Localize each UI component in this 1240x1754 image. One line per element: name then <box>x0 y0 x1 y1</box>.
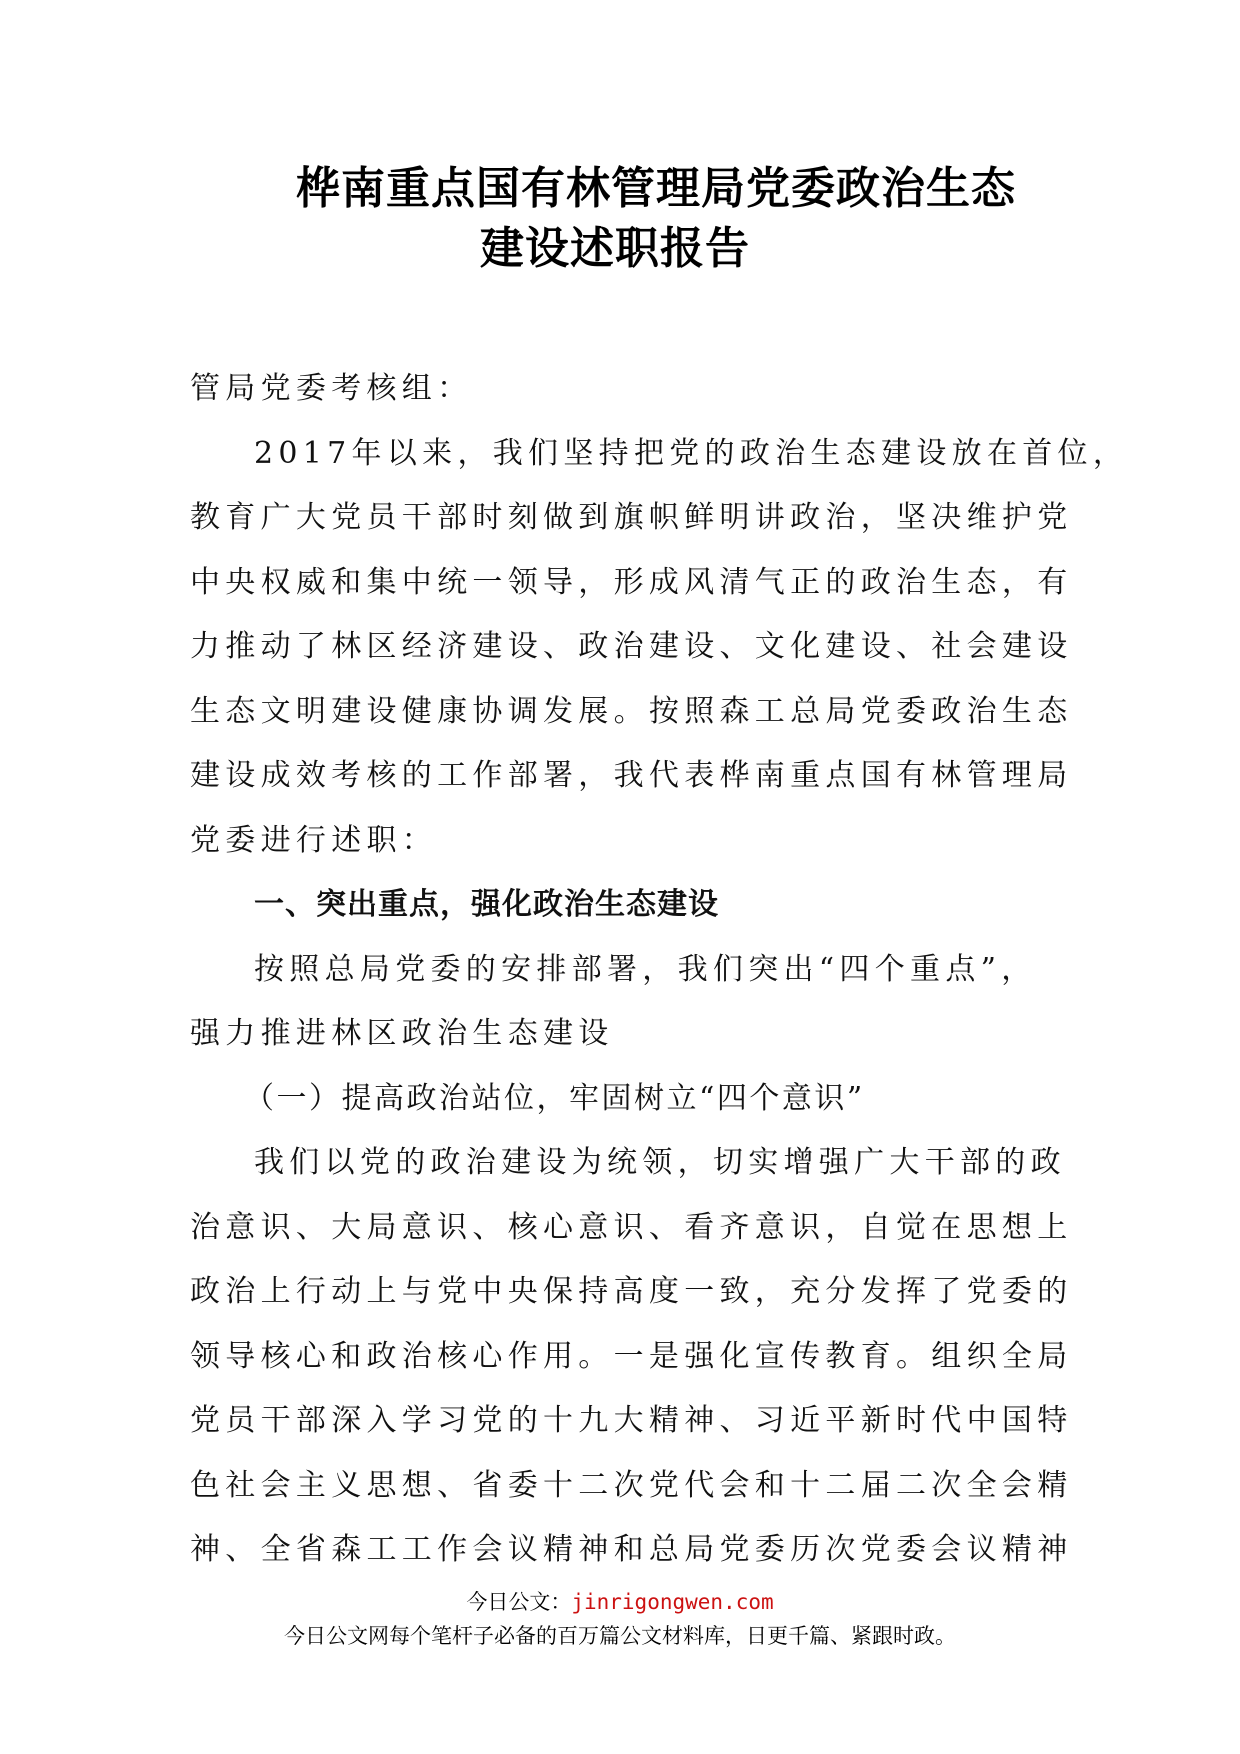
intro-line: 生态文明建设健康协调发展。按照森工总局党委政治生态 <box>190 693 1073 729</box>
footer-site-label: 今日公文： <box>466 1590 572 1614</box>
subsection-1-line: 领导核心和政治核心作用。一是强化宣传教育。组织全局 <box>190 1338 1073 1374</box>
subsection-1-heading: （一）提高政治站位，牢固树立“四个意识” <box>244 1080 865 1116</box>
intro-line: 2017年以来，我们坚持把党的政治生态建设放在首位， <box>254 435 1129 471</box>
section-1-intro-line: 强力推进林区政治生态建设 <box>190 1016 614 1051</box>
intro-line: 建设成效考核的工作部署，我代表桦南重点国有林管理局 <box>190 758 1073 793</box>
report-title-line-1: 桦南重点国有林管理局党委政治生态 <box>296 163 1016 214</box>
subsection-1-line: 神、全省森工工作会议精神和总局党委历次党委会议精神 <box>190 1532 1073 1567</box>
report-title-line-2: 建设述职报告 <box>480 223 750 274</box>
section-1-heading: 一、突出重点，强化政治生态建设 <box>254 887 719 922</box>
section-1-intro-line: 按照总局党委的安排部署，我们突出“四个重点”， <box>254 951 1037 987</box>
subsection-1-line: 政治上行动上与党中央保持高度一致，充分发挥了党委的 <box>190 1274 1073 1309</box>
footer-site <box>0 1586 1240 1616</box>
intro-line: 中央权威和集中统一领导，形成风清气正的政治生态，有 <box>190 564 1073 600</box>
subsection-1-line: 我们以党的政治建设为统领，切实增强广大干部的政 <box>254 1145 1066 1180</box>
subsection-1-line: 党员干部深入学习党的十九大精神、习近平新时代中国特 <box>190 1403 1073 1438</box>
subsection-1-line: 色社会主义思想、省委十二次党代会和十二届二次全会精 <box>190 1467 1073 1503</box>
footer-slogan: 今日公文网每个笔杆子必备的百万篇公文材料库，日更千篇、紧跟时政。 <box>284 1624 956 1648</box>
intro-line: 教育广大党员干部时刻做到旗帜鲜明讲政治，坚决维护党 <box>190 500 1073 535</box>
intro-line: 力推动了林区经济建设、政治建设、文化建设、社会建设 <box>190 629 1073 664</box>
report-body <box>190 357 1129 1583</box>
subsection-1-line: 治意识、大局意识、核心意识、看齐意识，自觉在思想上 <box>190 1209 1073 1245</box>
salutation: 管局党委考核组： <box>190 371 473 406</box>
intro-line: 党委进行述职： <box>190 822 438 858</box>
footer-site-link[interactable]: jinrigongwen.com <box>571 1590 774 1614</box>
